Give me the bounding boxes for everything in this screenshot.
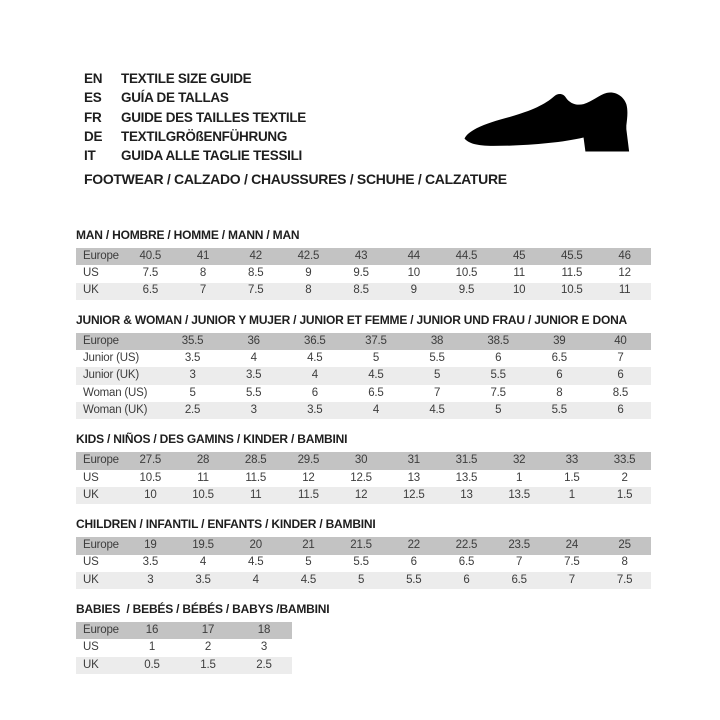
size-value-cell: 7 [516,556,523,569]
size-table-title: MAN / HOMBRE / HOMME / MANN / MAN [76,228,300,242]
size-table-section [76,602,656,674]
size-value-cell: 45 [493,248,546,265]
row-label-cell: US [83,641,99,654]
size-value-cell: 8 [556,386,563,399]
size-value-cell: 42 [229,248,282,265]
size-value-cell: 6.5 [124,283,177,300]
size-value-cell: 4 [250,352,257,365]
row-label-cell: Junior (UK) [76,367,162,384]
size-value-cell: 6.5 [493,572,546,589]
size-value-cell: 1.5 [180,657,236,674]
table-row [76,385,651,402]
table-row [76,555,651,572]
table-row [76,537,651,554]
table-row [76,248,651,265]
row-label-cell: US [83,556,99,569]
row-label-cell: US [83,267,99,280]
row-label-cell: UK [76,283,124,300]
table-row [76,639,292,656]
size-value-cell: 1.5 [598,487,651,504]
size-value-cell: 11 [229,487,282,504]
size-value-cell: 31 [387,452,440,469]
size-value-cell: 8.5 [612,386,629,399]
size-value-cell: 11 [197,471,209,484]
size-value-cell: 21.5 [335,537,388,554]
row-label-cell: Europe [76,333,162,350]
size-value-cell: 5 [335,572,388,589]
size-value-cell: 10 [124,487,177,504]
size-value-cell: 3 [223,402,284,419]
size-table [76,248,651,300]
size-value-cell: 41 [177,248,230,265]
size-value-cell: 11 [598,283,651,300]
size-value-cell: 4.5 [248,556,264,569]
table-row [76,350,651,367]
size-value-cell: 22.5 [440,537,493,554]
size-value-cell: 10.5 [139,471,162,484]
size-table-section [76,517,656,589]
size-value-cell: 6 [440,572,493,589]
language-row-de [84,127,306,146]
row-label-cell: Woman (UK) [76,402,162,419]
size-value-cell: 12.5 [350,471,372,484]
size-value-cell: 3 [162,367,223,384]
size-table-title: BABIES / BEBÉS / BÉBÉS / BABYS /BAMBINI [76,602,330,617]
size-table [76,452,651,504]
footwear-category-line: FOOTWEAR / CALZADO / CHAUSSURES / SCHUHE / CALZATURE [84,171,507,187]
size-value-cell: 3.5 [142,556,159,569]
size-value-cell: 25 [598,537,651,554]
row-label-cell: UK [76,572,124,589]
size-value-cell: 5 [468,402,529,419]
size-value-cell: 5 [305,556,312,569]
size-value-cell: 7.5 [598,572,651,589]
size-value-cell: 6.5 [368,386,384,399]
size-value-cell: 3 [124,572,177,589]
size-value-cell: 3 [260,641,268,654]
size-value-cell: 4.5 [307,352,323,365]
size-value-cell: 35.5 [162,333,223,350]
size-value-cell: 10.5 [546,283,599,300]
size-value-cell: 4.5 [407,402,468,419]
size-value-cell: 4 [345,402,406,419]
size-value-cell: 44 [387,248,440,265]
size-value-cell: 13 [440,487,493,504]
language-code: EN [84,71,103,87]
size-value-cell: 8.5 [248,267,264,280]
row-label-cell: Europe [76,622,124,639]
size-value-cell: 6 [590,402,651,419]
row-label-cell: Europe [76,537,124,554]
row-label-cell: Junior (US) [83,352,139,365]
size-value-cell: 3.5 [284,402,345,419]
size-table-title: CHILDREN / INFANTIL / ENFANTS / KINDER / BAMBINI [76,517,376,532]
language-code: FR [84,109,102,125]
table-row [76,283,651,300]
size-value-cell: 12 [335,487,388,504]
language-row-en [84,69,306,88]
size-value-cell: 22 [387,537,440,554]
size-value-cell: 1 [516,471,523,484]
size-value-cell: 11.5 [282,487,335,504]
size-value-cell: 16 [124,622,180,639]
size-value-cell: 33 [546,452,599,469]
size-value-cell: 0.5 [124,657,180,674]
size-value-cell: 27.5 [124,452,177,469]
size-value-cell: 36.5 [284,333,345,350]
size-value-cell: 5.5 [468,367,529,384]
size-value-cell: 5.5 [387,572,440,589]
size-value-cell: 9.5 [353,267,369,280]
size-value-cell: 32 [493,452,546,469]
size-value-cell: 7.5 [142,267,159,280]
size-value-cell: 30 [335,452,388,469]
size-value-cell: 8.5 [335,283,388,300]
size-value-cell: 3.5 [184,352,201,365]
size-value-cell: 5.5 [429,352,445,365]
size-value-cell: 12 [618,267,631,280]
row-label-cell: UK [76,657,124,674]
size-value-cell: 5 [372,352,380,365]
size-value-cell: 3.5 [223,367,284,384]
size-value-cell: 8 [199,267,207,280]
size-value-cell: 13 [407,471,420,484]
size-value-cell: 28 [177,452,230,469]
language-label: GUIDE DES TAILLES TEXTILE [121,109,307,125]
size-value-cell: 5.5 [245,386,262,399]
size-value-cell: 12 [302,471,315,484]
size-value-cell: 6 [529,367,590,384]
size-value-cell: 17 [180,622,236,639]
size-table-section [76,313,656,419]
size-table-section [76,228,656,300]
size-value-cell: 6 [410,556,417,569]
size-value-cell: 43 [335,248,388,265]
size-value-cell: 20 [229,537,282,554]
size-value-cell: 5 [189,386,196,399]
table-row [76,622,292,639]
size-table-title: KIDS / NIÑOS / DES GAMINS / KINDER / BAMBINI [76,432,348,447]
size-value-cell: 1.5 [564,471,580,484]
size-value-cell: 19 [124,537,177,554]
size-value-cell: 5 [407,367,468,384]
size-value-cell: 36 [223,333,284,350]
size-value-cell: 6.5 [551,352,567,365]
size-value-cell: 10 [407,267,420,280]
size-value-cell: 1 [148,641,156,654]
size-value-cell: 42.5 [282,248,335,265]
size-value-cell: 4.5 [345,367,406,384]
table-row [76,402,651,419]
table-row [76,452,651,469]
size-value-cell: 23.5 [493,537,546,554]
language-code: DE [84,129,103,145]
size-value-cell: 46 [598,248,651,265]
size-value-cell: 4 [199,556,207,569]
size-value-cell: 44.5 [440,248,493,265]
language-code: IT [84,148,96,164]
size-value-cell: 19.5 [177,537,230,554]
size-value-cell: 33.5 [598,452,651,469]
size-value-cell: 7.5 [490,386,506,399]
language-label: GUIDA ALLE TAGLIE TESSILI [121,148,302,164]
size-value-cell: 5.5 [353,556,369,569]
size-value-cell: 9 [387,283,440,300]
row-label-cell: US [83,471,99,484]
size-value-cell: 21 [282,537,335,554]
size-value-cell: 40 [590,333,651,350]
row-label-cell: Europe [76,248,124,265]
language-label: TEXTILGRÖßENFÜHRUNG [121,129,288,145]
table-row [76,265,651,282]
size-value-cell: 7.5 [564,556,580,569]
language-label: GUÍA DE TALLAS [121,90,229,106]
row-label-cell: UK [76,487,124,504]
language-row-es [84,88,306,107]
size-value-cell: 12.5 [387,487,440,504]
table-row [76,657,292,674]
size-value-cell: 7 [177,283,230,300]
size-value-cell: 6 [495,352,502,365]
language-row-it [84,146,306,165]
size-value-cell: 37.5 [345,333,406,350]
size-value-cell: 9 [305,267,312,280]
size-value-cell: 9.5 [440,283,493,300]
size-table-title: JUNIOR & WOMAN / JUNIOR Y MUJER / JUNIOR ET FEMME / JUNIOR UND FRAU / JUNIOR E DONA [76,312,628,327]
size-value-cell: 13.5 [493,487,546,504]
size-value-cell: 5.5 [529,402,590,419]
table-row [76,487,651,504]
size-value-cell: 45.5 [546,248,599,265]
size-table [76,622,292,674]
size-value-cell: 1 [546,487,599,504]
language-list [84,69,306,165]
shoe-icon [458,90,644,160]
size-value-cell: 7.5 [229,283,282,300]
size-value-cell: 2 [204,641,212,654]
size-value-cell: 2 [621,471,628,484]
size-value-cell: 4 [284,367,345,384]
size-value-cell: 29.5 [282,452,335,469]
size-value-cell: 7 [433,386,441,399]
size-value-cell: 40.5 [124,248,177,265]
size-value-cell: 28.5 [229,452,282,469]
size-value-cell: 7 [546,572,599,589]
size-value-cell: 18 [236,622,292,639]
size-value-cell: 6.5 [458,556,475,569]
row-label-cell: Europe [76,452,124,469]
size-value-cell: 7 [617,352,624,365]
size-value-cell: 10.5 [177,487,230,504]
table-row [76,470,651,487]
table-row [76,333,651,350]
size-tables [76,228,656,687]
table-row [76,572,651,589]
size-value-cell: 6 [311,386,318,399]
language-label: TEXTILE SIZE GUIDE [121,71,252,87]
language-row-fr [84,108,306,127]
size-value-cell: 38 [407,333,468,350]
size-value-cell: 13.5 [455,471,478,484]
size-value-cell: 31.5 [440,452,493,469]
size-table-section [76,432,656,504]
size-value-cell: 24 [546,537,599,554]
size-value-cell: 11 [513,267,525,280]
table-row [76,367,651,384]
size-table [76,537,651,589]
size-value-cell: 38.5 [468,333,529,350]
size-value-cell: 10.5 [455,267,478,280]
size-value-cell: 8 [621,556,628,569]
size-table [76,333,651,419]
size-value-cell: 11.5 [561,267,583,280]
size-value-cell: 11.5 [245,471,267,484]
row-label-cell: Woman (US) [83,386,148,399]
size-value-cell: 8 [282,283,335,300]
size-value-cell: 4.5 [282,572,335,589]
size-value-cell: 2.5 [236,657,292,674]
language-code: ES [84,90,102,106]
size-value-cell: 3.5 [177,572,230,589]
size-value-cell: 6 [590,367,651,384]
size-value-cell: 2.5 [162,402,223,419]
size-value-cell: 10 [493,283,546,300]
size-value-cell: 4 [229,572,282,589]
size-value-cell: 39 [529,333,590,350]
